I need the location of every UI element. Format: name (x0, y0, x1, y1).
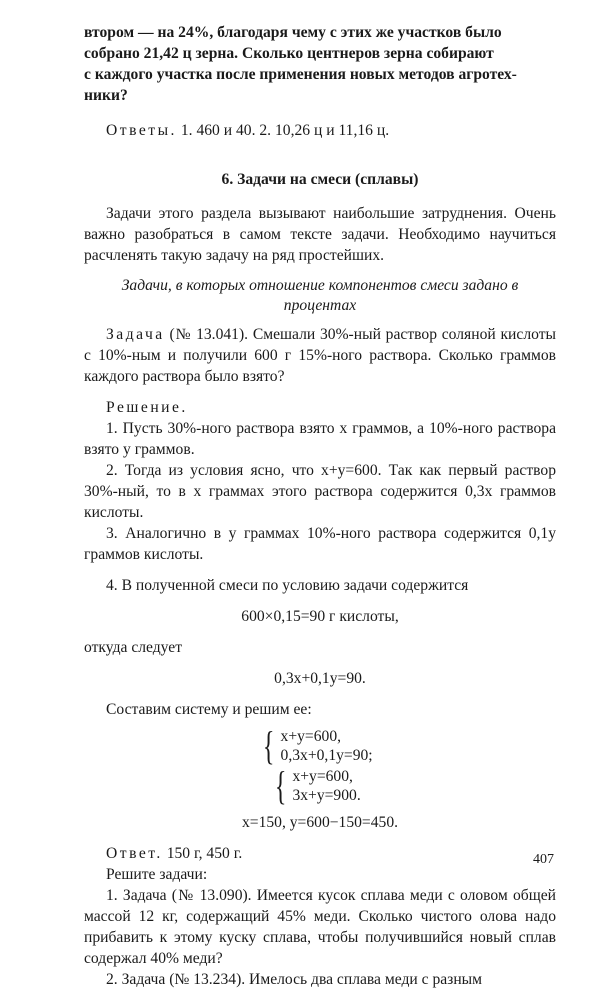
top-line-2: собрано 21,42 ц зерна. Сколько центнеров зерна собирают (84, 45, 494, 62)
system-2 (271, 763, 361, 808)
hence-text: откуда следует (84, 639, 183, 656)
system-1 (259, 723, 373, 768)
final-answer-label: Ответ. (106, 845, 163, 862)
system-2-line-2: 3x+y=900. (292, 787, 361, 804)
system-1-line-1: x+y=600, (280, 728, 342, 745)
top-line-3: с каждого участка после применения новых методов агротех- (84, 66, 517, 83)
problem-label: Задача (106, 326, 165, 343)
final-answer-text: 150 г, 450 г. (162, 845, 243, 862)
answers-line (84, 120, 556, 141)
answers-text: 1. 460 и 40. 2. 10,26 ц и 11,16 ц. (176, 122, 390, 139)
exercise-1: 1. Задача (№ 13.090). Имеется кусок сплава меди с оловом общей массой 12 кг, содержащий 45% меди. Сколько чистого олова надо прибавить к этому куску сплава, чтобы получившийся новый сплав содержал 40% меди? (84, 887, 556, 967)
exercises-heading: Решите задачи: (106, 866, 208, 883)
top-paragraph (84, 22, 556, 106)
brace-symbol: { (263, 723, 275, 768)
solution-label: Решение. (106, 399, 188, 416)
solution-result: x=150, y=600−150=450. (241, 814, 399, 831)
equation-2: 0,3x+0,1y=90. (274, 670, 366, 687)
problem-text: (№ 13.041). Смешали 30%-ный раствор соляной кислоты с 10%-ным и получили 600 г 15%-ного раствора. Сколько граммов каждого раствора было взято? (84, 326, 556, 385)
solution-step-2: 2. Тогда из условия ясно, что x+y=600. Так как первый раствор 30%-ный, то в x граммах этого раствора содержится 0,3x граммов кислоты. (84, 462, 556, 521)
equation-systems (84, 723, 556, 808)
subsection-title: Задачи, в которых отношение компонентов смеси задано в процентах (121, 277, 519, 314)
section-title: 6. Задачи на смеси (сплавы) (221, 171, 419, 188)
top-line-1: втором — на 24%, благодаря чему с этих же участков было (84, 24, 502, 41)
system-1-line-2: 0,3x+0,1y=90; (280, 747, 373, 764)
system-2-line-1: x+y=600, (292, 768, 353, 785)
problem-statement (84, 324, 556, 387)
solution-step-4: 4. В полученной смеси по условию задачи содержится (106, 577, 469, 594)
answers-label: Ответы. (106, 122, 177, 139)
final-answer (84, 843, 556, 864)
exercise-2: 2. Задача (№ 13.234). Имелось два сплава меди с разным (106, 971, 483, 988)
brace-symbol: { (275, 763, 287, 808)
solution-step-3: 3. Аналогично в y граммах 10%-ного раствора содержится 0,1y граммов кислоты. (84, 525, 556, 563)
solution-step-1: 1. Пусть 30%-ного раствора взято x граммов, а 10%-ного раствора взято y граммов. (84, 420, 556, 458)
equation-1: 600×0,15=90 г кислоты, (241, 608, 399, 625)
top-line-4: ники? (84, 87, 128, 104)
solution-heading (84, 397, 556, 418)
section-intro: Задачи этого раздела вызывают наибольшие затруднения. Очень важно разобраться в самом тексте задачи. Необходимо научиться расчленять такую задачу на ряд простейших. (84, 205, 556, 264)
page-number: 407 (533, 852, 554, 867)
compose-system-text: Составим систему и решим ее: (106, 701, 312, 718)
